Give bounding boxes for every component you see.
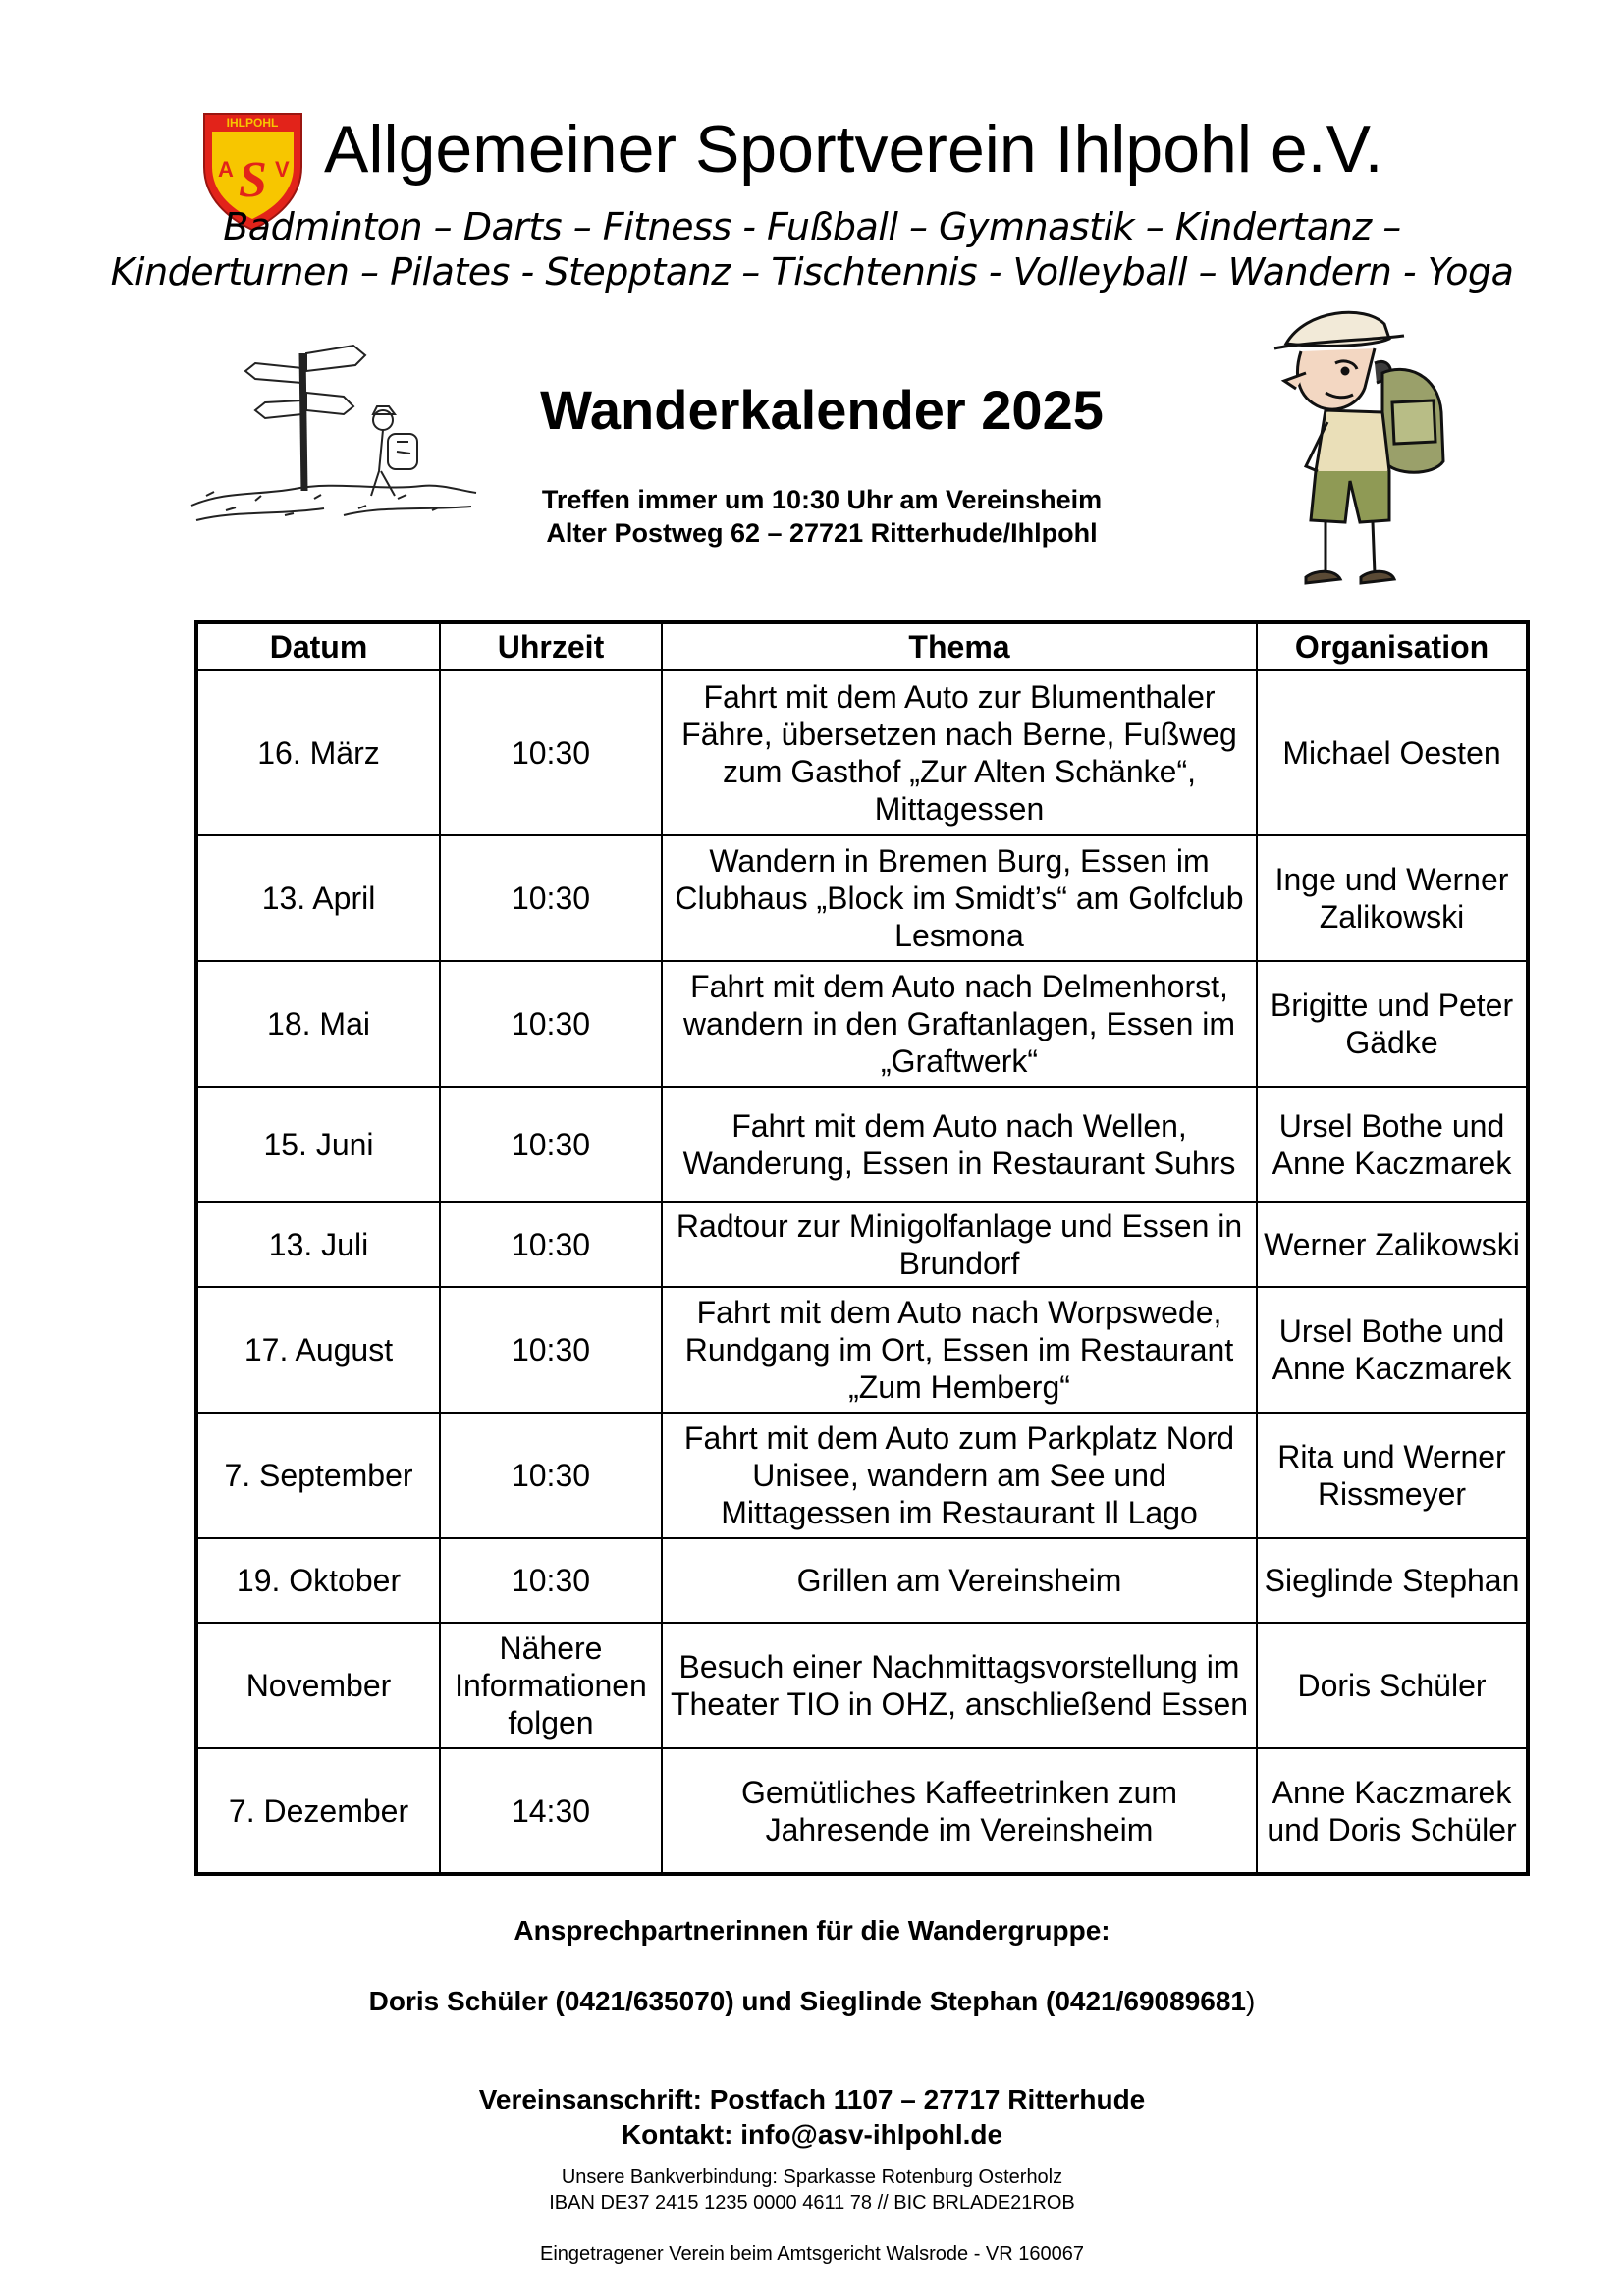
cell-datum: 13. Juli <box>196 1202 440 1287</box>
club-postal-address: Vereinsanschrift: Postfach 1107 – 27717 Ritterhude <box>478 2084 1146 2114</box>
cell-organisation: Rita und Werner Rissmeyer <box>1257 1413 1528 1538</box>
table-row <box>196 835 1528 961</box>
cell-organisation: Doris Schüler <box>1257 1623 1528 1748</box>
contact-heading: Ansprechpartnerinnen für die Wandergruppe: <box>514 1915 1110 1946</box>
cell-uhrzeit: 10:30 <box>440 1087 662 1202</box>
table-header-row <box>196 622 1528 670</box>
cell-uhrzeit: 10:30 <box>440 1538 662 1623</box>
header-datum: Datum <box>196 622 440 670</box>
cell-thema: Wandern in Bremen Burg, Essen im Clubhaus „Block im Smidt’s“ am Golfclub Lesmona <box>662 835 1257 961</box>
cell-organisation: Ursel Bothe und Anne Kaczmarek <box>1257 1287 1528 1413</box>
cell-thema: Radtour zur Minigolfanlage und Essen in Brundorf <box>662 1202 1257 1287</box>
contact-persons-text: Doris Schüler (0421/635070) und Sieglinde Stephan (0421/69089681 <box>368 1986 1246 2016</box>
header-uhrzeit: Uhrzeit <box>440 622 662 670</box>
sports-list-line-1: Badminton – Darts – Fitness - Fußball – Gymnastik – Kindertanz – <box>223 205 1401 248</box>
sports-list-line-2: Kinderturnen – Pilates - Stepptanz – Tischtennis - Volleyball – Wandern - Yoga <box>110 250 1514 294</box>
cell-uhrzeit: 14:30 <box>440 1748 662 1874</box>
svg-text:S: S <box>239 152 267 208</box>
cell-thema: Fahrt mit dem Auto zur Blumenthaler Fähre, übersetzen nach Berne, Fußweg zum Gasthof „Zur Alten Schänke“, Mittagessen <box>662 670 1257 835</box>
hiking-schedule-table <box>194 620 1530 1876</box>
cell-organisation: Inge und Werner Zalikowski <box>1257 835 1528 961</box>
header-thema: Thema <box>662 622 1257 670</box>
cell-organisation: Ursel Bothe und Anne Kaczmarek <box>1257 1087 1528 1202</box>
bank-details: Unsere Bankverbindung: Sparkasse Rotenburg Osterholz <box>561 2166 1063 2188</box>
cell-uhrzeit: 10:30 <box>440 670 662 835</box>
cell-datum: 19. Oktober <box>196 1538 440 1623</box>
meeting-time: Treffen immer um 10:30 Uhr am Vereinsheim <box>541 485 1103 514</box>
cell-thema: Grillen am Vereinsheim <box>662 1538 1257 1623</box>
hiker-illustration <box>1267 304 1453 599</box>
cell-thema: Fahrt mit dem Auto nach Delmenhorst, wandern in den Graftanlagen, Essen im „Graftwerk“ <box>662 961 1257 1087</box>
cell-datum: 15. Juni <box>196 1087 440 1202</box>
cell-datum: 16. März <box>196 670 440 835</box>
cell-datum: 13. April <box>196 835 440 961</box>
association-register: Eingetragener Verein beim Amtsgericht Walsrode - VR 160067 <box>540 2243 1084 2265</box>
cell-organisation: Werner Zalikowski <box>1257 1202 1528 1287</box>
cell-uhrzeit: 10:30 <box>440 835 662 961</box>
cell-datum: 7. Dezember <box>196 1748 440 1874</box>
table-row <box>196 1087 1528 1202</box>
cell-organisation: Anne Kaczmarek und Doris Schüler <box>1257 1748 1528 1874</box>
contact-persons-close: ) <box>1245 1986 1256 2016</box>
cell-datum: 7. September <box>196 1413 440 1538</box>
table-row <box>196 1413 1528 1538</box>
cell-thema: Fahrt mit dem Auto nach Wellen, Wanderung, Essen in Restaurant Suhrs <box>662 1087 1257 1202</box>
cell-uhrzeit: Nähere Informationen folgen <box>440 1623 662 1748</box>
table-row <box>196 1538 1528 1623</box>
iban-bic: IBAN DE37 2415 1235 0000 4611 78 // BIC BRLADE21ROB <box>549 2192 1075 2214</box>
table-row <box>196 1748 1528 1874</box>
meeting-address: Alter Postweg 62 – 27721 Ritterhude/Ihlpohl <box>546 518 1098 548</box>
svg-text:A: A <box>218 157 234 182</box>
club-name: Allgemeiner Sportverein Ihlpohl e.V. <box>324 112 1383 187</box>
table-row <box>196 670 1528 835</box>
contact-persons <box>0 1985 1624 2018</box>
cell-uhrzeit: 10:30 <box>440 1413 662 1538</box>
table-row <box>196 1202 1528 1287</box>
cell-thema: Besuch einer Nachmittagsvorstellung im Theater TIO in OHZ, anschließend Essen <box>662 1623 1257 1748</box>
header-organisation: Organisation <box>1257 622 1528 670</box>
cell-thema: Fahrt mit dem Auto nach Worpswede, Rundgang im Ort, Essen im Restaurant „Zum Hemberg“ <box>662 1287 1257 1413</box>
table-row <box>196 961 1528 1087</box>
cell-datum: 17. August <box>196 1287 440 1413</box>
cell-datum: 18. Mai <box>196 961 440 1087</box>
contact-email: Kontakt: info@asv-ihlpohl.de <box>621 2119 1003 2150</box>
cell-thema: Fahrt mit dem Auto zum Parkplatz Nord Unisee, wandern am See und Mittagessen im Restaurant Il Lago <box>662 1413 1257 1538</box>
cell-thema: Gemütliches Kaffeetrinken zum Jahresende im Vereinsheim <box>662 1748 1257 1874</box>
cell-uhrzeit: 10:30 <box>440 1287 662 1413</box>
cell-organisation: Sieglinde Stephan <box>1257 1538 1528 1623</box>
page-title: Wanderkalender 2025 <box>540 379 1104 441</box>
logo-top-text: IHLPOHL <box>226 116 279 130</box>
svg-text:V: V <box>275 157 290 182</box>
table-row <box>196 1623 1528 1748</box>
cell-organisation: Michael Oesten <box>1257 670 1528 835</box>
table-row <box>196 1287 1528 1413</box>
cell-datum: November <box>196 1623 440 1748</box>
cell-uhrzeit: 10:30 <box>440 961 662 1087</box>
cell-organisation: Brigitte und Peter Gädke <box>1257 961 1528 1087</box>
cell-uhrzeit: 10:30 <box>440 1202 662 1287</box>
